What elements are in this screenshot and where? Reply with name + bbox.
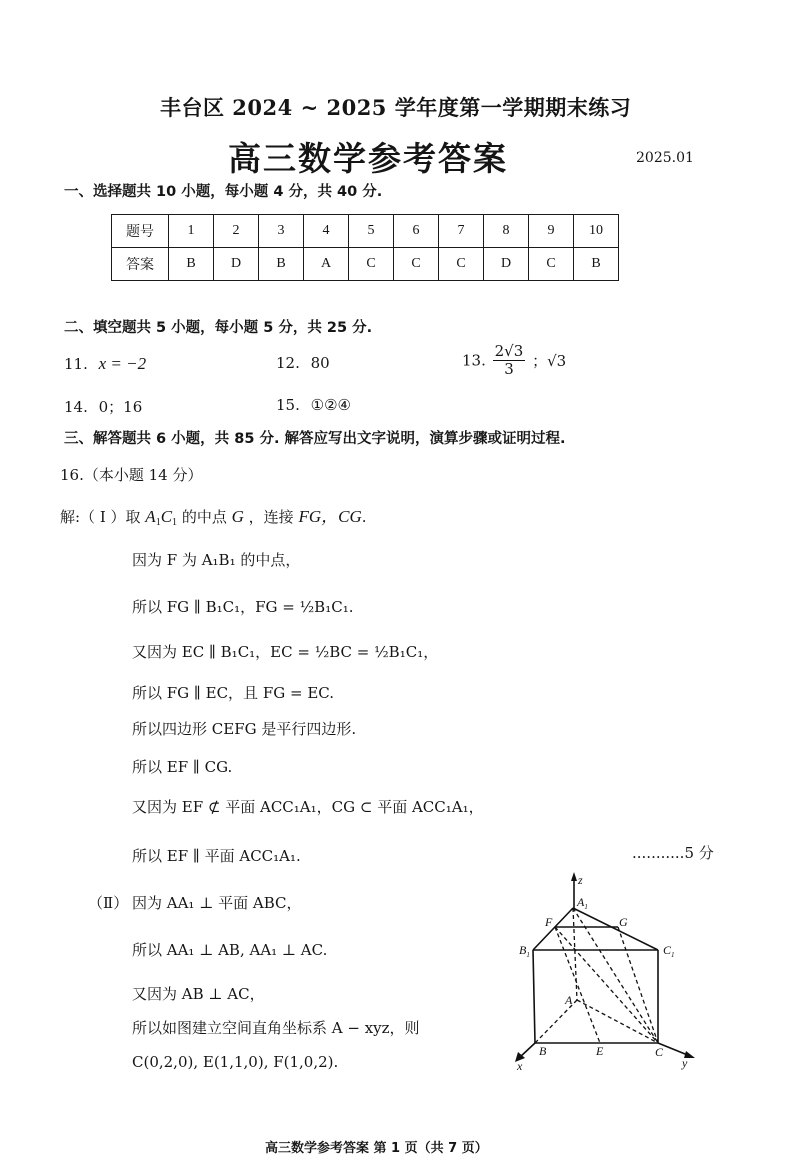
label-B1-sub: 1 (526, 951, 530, 959)
proof-line: 因为 F 为 A₁B₁ 的中点， (132, 551, 301, 569)
item-number: 15. (276, 396, 300, 414)
exam-title: 丰台区 2024 ~ 2025 学年度第一学期期末练习 (160, 95, 632, 120)
label-C1-sub: 1 (671, 951, 675, 959)
segment-EF (555, 927, 600, 1043)
answer-cell: D (484, 248, 529, 281)
edge-AA1 (573, 908, 577, 1000)
item-answer: 80 (310, 354, 330, 372)
proof-line: 又因为 EF ⊄ 平面 ACC₁A₁，CG ⊂ 平面 ACC₁A₁， (132, 798, 484, 816)
fill-answer-11 (64, 354, 146, 374)
section2-heading: 二、填空题共 5 小题，每小题 5 分，共 25 分. (64, 320, 373, 336)
item-number: 12. (276, 354, 300, 372)
label-B1-letter: B (519, 943, 527, 957)
fill-answer-14 (64, 396, 142, 417)
question-number-cell: 2 (214, 215, 259, 248)
label-z: z (578, 873, 583, 887)
proof-line: 所以如图建立空间直角坐标系 A − xyz，则 (132, 1019, 420, 1037)
answer-cell: C (529, 248, 574, 281)
proof-line: C(0,2,0), E(1,1,0), F(1,0,2). (132, 1053, 339, 1071)
item-number: 14. (64, 398, 88, 416)
fill-answer-13 (462, 344, 566, 377)
row-label-answer: 答案 (112, 248, 169, 281)
table-row-question-numbers (112, 215, 619, 248)
proof-line: 所以 EF ∥ 平面 ACC₁A₁. (132, 847, 301, 865)
label-A: A (565, 993, 573, 1007)
proof-line: 所以四边形 CEFG 是平行四边形. (132, 720, 357, 738)
proof-line: 所以 EF ∥ CG. (132, 758, 233, 776)
item-number: 11. (64, 355, 88, 373)
proof-line: 所以 FG ∥ B₁C₁，FG = ½B₁C₁. (132, 598, 354, 616)
answer-cell: C (394, 248, 439, 281)
table-row-answers (112, 248, 619, 281)
item-answer-rest: ；√3 (532, 352, 567, 370)
answer-cell: B (169, 248, 214, 281)
part1-intro-mid: 的中点 (181, 508, 227, 526)
point-G: G (231, 507, 244, 526)
label-E: E (596, 1044, 604, 1058)
score-mark: ...........5 分 (632, 844, 714, 862)
segment-CG (618, 927, 658, 1043)
item-answer: ①②④ (310, 396, 351, 414)
item-answer: 0；16 (98, 398, 143, 416)
question-number-cell: 9 (529, 215, 574, 248)
label-C: C (655, 1045, 664, 1059)
fraction (493, 344, 526, 377)
edge-BB1 (533, 950, 535, 1043)
question-number-cell: 5 (349, 215, 394, 248)
question-number-cell: 3 (259, 215, 304, 248)
fill-answer-15 (276, 396, 351, 414)
section1-heading: 一、选择题共 10 小题，每小题 4 分，共 40 分. (64, 184, 383, 200)
section3-heading: 三、解答题共 6 小题，共 85 分. 解答应写出文字说明，演算步骤或证明过程. (64, 431, 566, 447)
proof-line: 所以 AA₁ ⊥ AB, AA₁ ⊥ AC. (132, 941, 328, 959)
question-number-cell: 10 (574, 215, 619, 248)
label-B1 (519, 943, 530, 959)
fraction-numerator: 2√3 (494, 342, 524, 360)
proof-line: 所以 FG ∥ EC，且 FG = EC. (132, 684, 334, 702)
question-number-cell: 6 (394, 215, 439, 248)
fill-answer-12 (276, 354, 330, 372)
z-arrow-icon (571, 872, 577, 881)
part1-intro-prefix: 解:（ I ）取 (60, 508, 141, 526)
question-number-cell: 7 (439, 215, 484, 248)
page-footer: 高三数学参考答案 第 1 页（共 7 页） (265, 1141, 488, 1156)
label-C1 (663, 943, 675, 959)
question-number-cell: 4 (304, 215, 349, 248)
document-title: 高三数学参考答案 (228, 139, 508, 178)
answer-cell: B (574, 248, 619, 281)
question-16-title: 16.（本小题 14 分） (60, 466, 203, 484)
label-y: y (682, 1056, 688, 1070)
row-label-question: 题号 (112, 215, 169, 248)
part1-intro-suffix: ，连接 (248, 508, 294, 526)
question-number-cell: 8 (484, 215, 529, 248)
label-A1-sub: 1 (584, 903, 588, 911)
document-date: 2025.01 (636, 150, 694, 166)
proof-line: 因为 AA₁ ⊥ 平面 ABC， (132, 894, 302, 912)
label-F: F (545, 915, 553, 929)
label-A1-letter: A (577, 895, 585, 909)
answer-cell: A (304, 248, 349, 281)
segments-FG-CG: FG，CG (298, 507, 362, 526)
answer-cell: D (214, 248, 259, 281)
question-number-cell: 1 (169, 215, 214, 248)
part1-intro: 解:（ I ）取 $A_1C_1$ 的中点 G ，连接 FG，CG. (60, 507, 367, 528)
edge-A1B1 (533, 908, 573, 950)
label-A1 (576, 895, 588, 911)
item-number: 13. (462, 351, 486, 370)
proof-line: 又因为 EC ∥ B₁C₁，EC = ½BC = ½B₁C₁， (132, 643, 439, 661)
item-answer: x = −2 (98, 354, 147, 373)
prism-figure (505, 868, 705, 1073)
label-G: G (619, 915, 628, 929)
answer-cell: B (259, 248, 304, 281)
label-x: x (517, 1059, 523, 1073)
answer-cell: C (439, 248, 484, 281)
answer-table (111, 214, 619, 281)
proof-line: 又因为 AB ⊥ AC， (132, 985, 265, 1003)
label-B: B (539, 1044, 547, 1058)
segment-A1C1: $A_1C_1$ (145, 507, 178, 528)
answer-cell: C (349, 248, 394, 281)
label-C1-letter: C (663, 943, 672, 957)
segment-CF (555, 927, 658, 1043)
fraction-denominator: 3 (504, 360, 514, 378)
part2-label: （Ⅱ） (88, 894, 129, 912)
